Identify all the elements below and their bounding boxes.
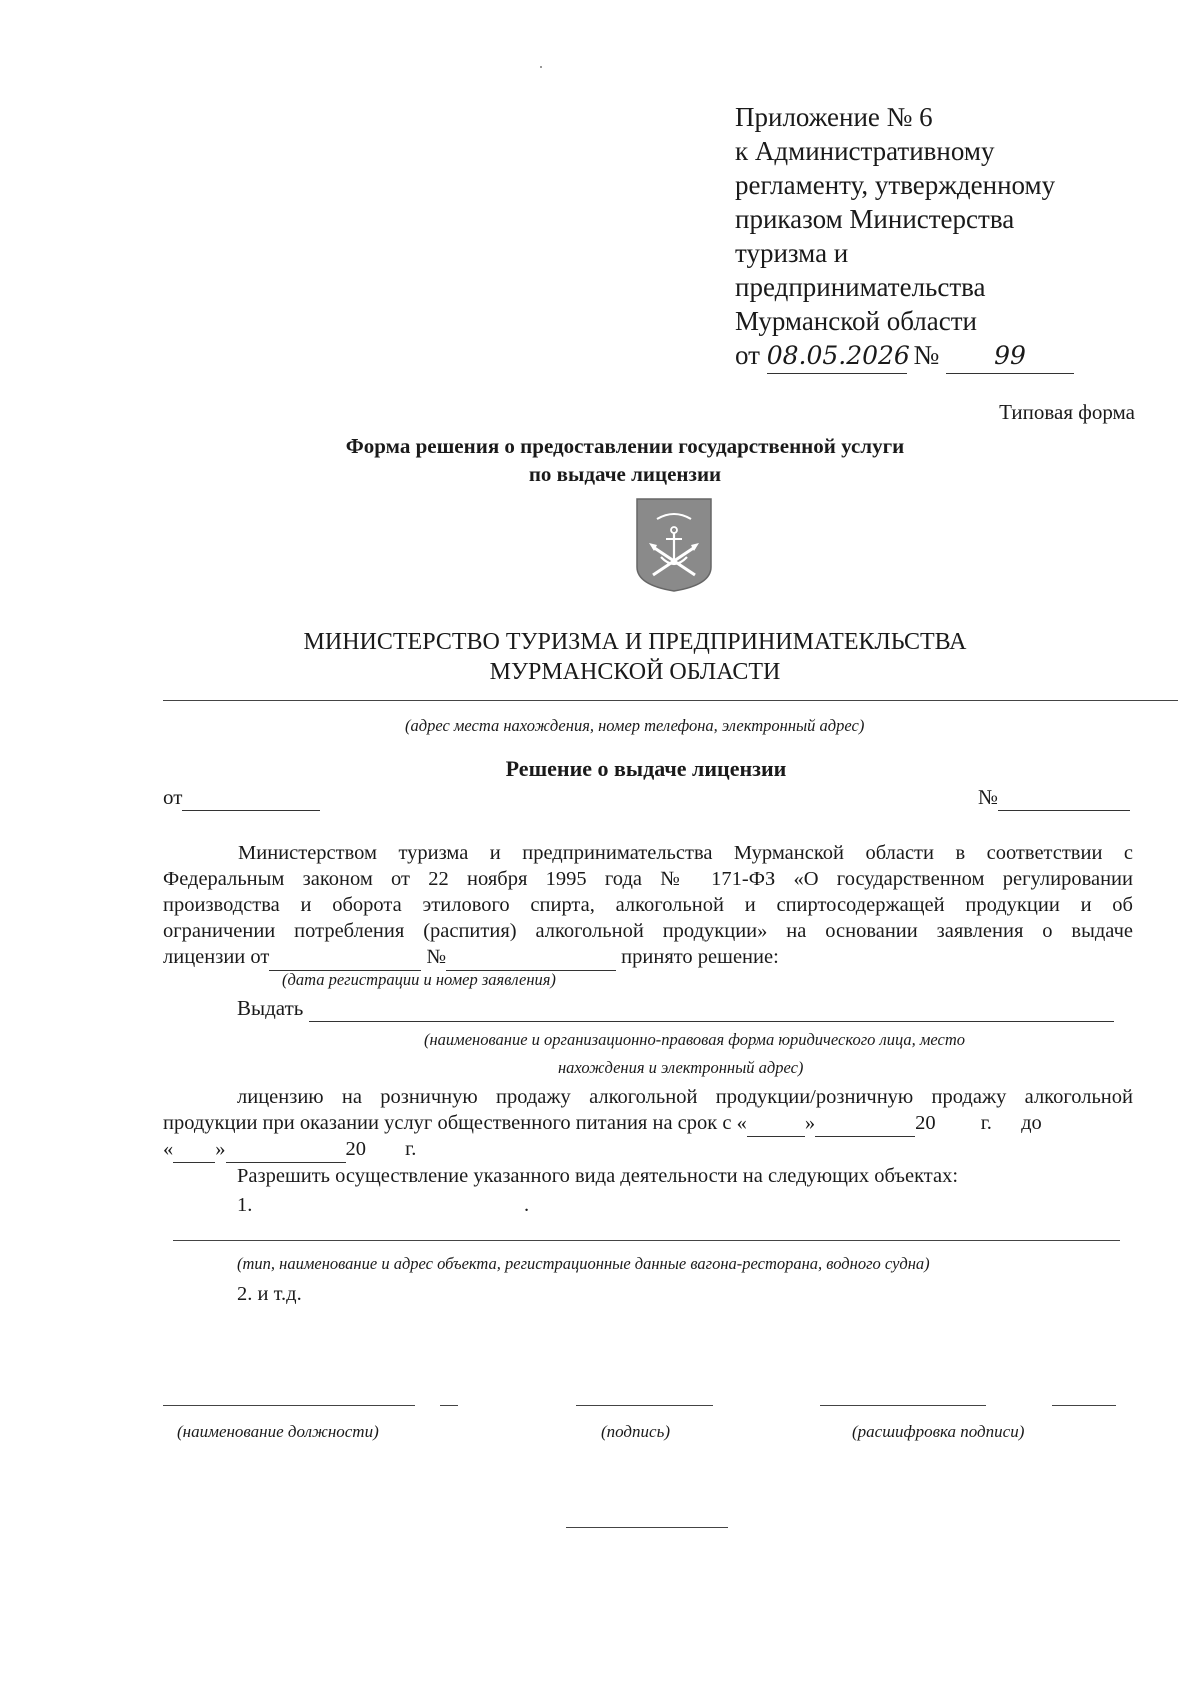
appendix-date-line (735, 338, 1074, 374)
position-line (163, 1405, 415, 1406)
decoding-line-tail (1052, 1405, 1116, 1406)
form-title (0, 432, 1200, 488)
decoding-caption: (расшифровка подписи) (852, 1422, 1025, 1441)
issue-caption: нахождения и электронный адрес) (558, 1058, 804, 1077)
body-line: Федеральным законом от 22 ноября 1995 года № 171-ФЗ «О государственном регулировании (163, 868, 1133, 890)
object-item-1: 1. (237, 1194, 253, 1216)
coat-of-arms-emblem (635, 497, 713, 592)
permit-line: Разрешить осуществление указанного вида деятельности на следующих объектах: (237, 1165, 959, 1187)
form-title-line: по выдаче лицензии (528, 462, 722, 486)
issue-label: Выдать (237, 996, 304, 1020)
license-end-line (163, 1136, 1133, 1163)
signature-line (576, 1405, 713, 1406)
license-end-quote: » (215, 1138, 226, 1160)
closing-line (566, 1527, 728, 1528)
appendix-block (735, 100, 1074, 374)
license-end-year: 20 (345, 1138, 366, 1160)
ministry-line: МУРМАНСКОЙ ОБЛАСТИ (489, 659, 781, 685)
license-end-year-suffix: г. (405, 1138, 417, 1160)
license-term-line (163, 1110, 1133, 1137)
decision-date-field (163, 785, 320, 811)
body-line: производства и оборота этилового спирта, алкогольной и спиртосодержащей продукции и об (163, 894, 1133, 916)
object-line (173, 1240, 1120, 1241)
appendix-line: приказом Министерства (735, 204, 1015, 234)
position-line-tail (440, 1405, 458, 1406)
license-end-quote: « (163, 1138, 174, 1160)
application-suffix: принято решение: (621, 946, 779, 968)
license-term-quote: » (804, 1112, 816, 1134)
ministry-name (0, 627, 1200, 687)
position-caption: (наименование должности) (177, 1422, 379, 1441)
body-line-application (163, 944, 1133, 971)
decision-date-label: от (163, 785, 183, 809)
body-line: ограничении потребления (распития) алкогольной продукции» на основании заявления о выдаче (163, 920, 1133, 942)
issue-caption: (наименование и организационно-правовая форма юридического лица, место (424, 1030, 966, 1049)
application-prefix: лицензии от (163, 946, 270, 968)
appendix-line: предпринимательства (735, 272, 986, 302)
decision-number-label: № (978, 785, 999, 809)
license-term-until: до (1021, 1112, 1042, 1134)
registration-caption: (дата регистрации и номер заявления) (282, 970, 556, 989)
appendix-date-prefix: от (735, 340, 760, 370)
scan-speck (540, 66, 542, 68)
license-term-text: продукции при оказании услуг общественного питания на срок с « (163, 1112, 747, 1134)
appendix-number-prefix: № (913, 340, 940, 370)
license-line: лицензию на розничную продажу алкогольной продукции/розничную продажу алкогольной (237, 1086, 1133, 1108)
address-caption: (адрес места нахождения, номер телефона, электронный адрес) (405, 716, 865, 735)
appendix-line: Приложение № 6 (735, 102, 933, 132)
decision-number-field (978, 785, 1130, 811)
appendix-line: Мурманской области (735, 306, 977, 336)
license-term-year: 20 (915, 1112, 936, 1134)
signature-caption: (подпись) (601, 1422, 670, 1441)
appendix-line: к Административному (735, 136, 995, 166)
appendix-number-value: 99 (946, 339, 1074, 374)
appendix-line: регламенту, утвержденному (735, 170, 1056, 200)
issue-field (237, 996, 1114, 1022)
ministry-line: МИНИСТЕРСТВО ТУРИЗМА И ПРЕДПРИНИМАТЕКЛЬСТВА (303, 629, 967, 655)
object-caption: (тип, наименование и адрес объекта, регистрационные данные вагона-ресторана, водного судна) (237, 1254, 930, 1273)
application-number-label: № (426, 946, 447, 968)
form-title-line: Форма решения о предоставлении государственной услуги (345, 434, 905, 458)
license-term-year-suffix: г. (980, 1112, 992, 1134)
decision-title: Решение о выдаче лицензии (505, 756, 787, 781)
body-line: Министерством туризма и предпринимательства Мурманской области в соответствии с (238, 842, 1133, 864)
object-item-2: 2. и т.д. (237, 1283, 302, 1305)
decoding-line (820, 1405, 986, 1406)
object-item-1-dot: . (524, 1194, 530, 1216)
address-line (163, 700, 1178, 701)
form-type-label: Типовая форма (999, 400, 1135, 424)
appendix-date-value: 08.05.2026 (767, 339, 907, 374)
appendix-line: туризма и (735, 238, 849, 268)
